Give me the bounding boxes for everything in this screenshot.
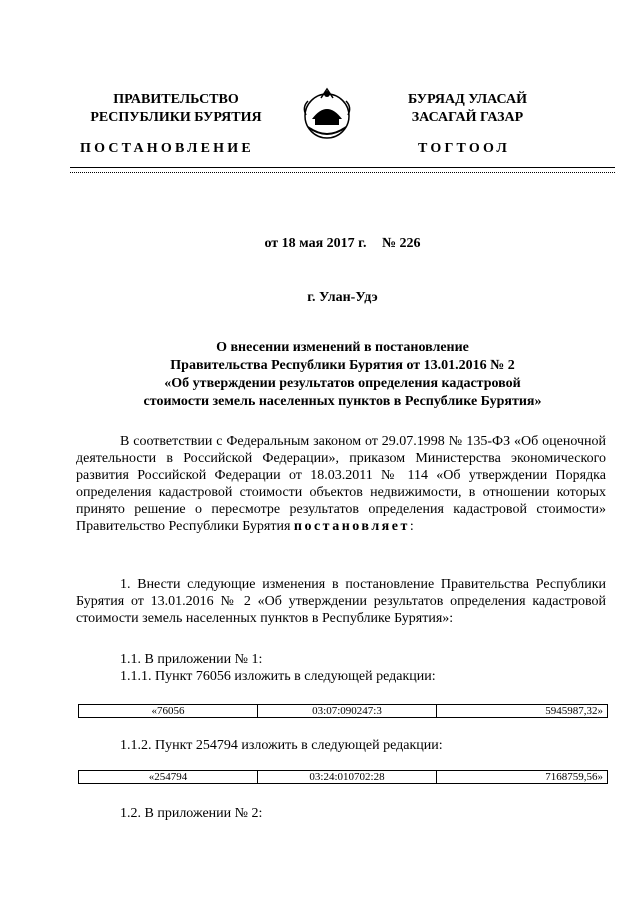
item-1-1: 1.1. В приложении № 1: — [120, 652, 263, 667]
coat-of-arms-emblem — [298, 85, 356, 143]
table-row — [79, 705, 608, 718]
title-line: «Об утверждении результатов определения кадастровой — [164, 376, 521, 391]
header-left — [76, 91, 276, 127]
table-cell-value: 7168759,56» — [437, 771, 608, 784]
table-cell-value: 5945987,32» — [437, 705, 608, 718]
item-1-2: 1.2. В приложении № 2: — [120, 806, 263, 821]
title-line: О внесении изменений в постановление — [216, 340, 469, 355]
document-date-line — [70, 235, 615, 253]
header-left-line1: ПРАВИТЕЛЬСТВО — [113, 92, 239, 107]
decree-colon: : — [409, 519, 414, 534]
document-number: № 226 — [381, 236, 421, 251]
header-left-line2: РЕСПУБЛИКИ БУРЯТИЯ — [90, 110, 262, 125]
header-right-line1: БУРЯАД УЛАСАЙ — [408, 92, 527, 107]
item-1-1-1: 1.1.1. Пункт 76056 изложить в следующей редакции: — [120, 669, 436, 684]
table-cell-item: «76056 — [79, 705, 258, 718]
table-cell-cadastral-number: 03:24:010702:28 — [258, 771, 437, 784]
item-1-paragraph: 1. Внести следующие изменения в постановление Правительства Республики Бурятия от 13.01.2016 № 2 «Об утверждении результатов определения кадастровой стоимости земель населенных пунктов в Республике Бурятия»: — [76, 577, 606, 626]
header-right-line2: ЗАСАГАЙ ГАЗАР — [411, 110, 524, 125]
header-rule-dotted — [70, 172, 615, 173]
table-cell-item: «254794 — [79, 771, 258, 784]
document-date: от 18 мая 2017 г. — [264, 236, 367, 251]
document-title — [70, 339, 615, 411]
item-1-1-2: 1.1.2. Пункт 254794 изложить в следующей редакции: — [120, 738, 443, 753]
table-cell-cadastral-number: 03:07:090247:3 — [258, 705, 437, 718]
preamble-text: В соответствии с Федеральным законом от 29.07.1998 № 135-ФЗ «Об оценочной деятельности в Российской Федерации», приказом Министерства экономического развития Российской Федерации от 18.03.2011 № 114 «Об утверждении Порядка определения кадастровой стоимости объектов недвижимости, в отношении которых принято решение о пересмотре результатов определения кадастровой стоимости» Правительство Республики Бурятия — [76, 434, 606, 534]
document-kind-bua: ТОГТООЛ — [418, 141, 511, 156]
decree-word: постановляет — [293, 519, 410, 534]
document-kind-ru: ПОСТАНОВЛЕНИЕ — [80, 141, 254, 156]
amendment-table-2 — [78, 770, 608, 784]
title-line: стоимости земель населенных пунктов в Республике Бурятия» — [143, 394, 542, 409]
header-rule — [70, 167, 615, 168]
title-line: Правительства Республики Бурятия от 13.01.2016 № 2 — [170, 358, 515, 373]
amendment-table-1 — [78, 704, 608, 718]
table-row — [79, 771, 608, 784]
document-city: г. Улан-Удэ — [307, 290, 378, 305]
preamble-paragraph — [76, 433, 606, 535]
header-right — [385, 91, 550, 127]
